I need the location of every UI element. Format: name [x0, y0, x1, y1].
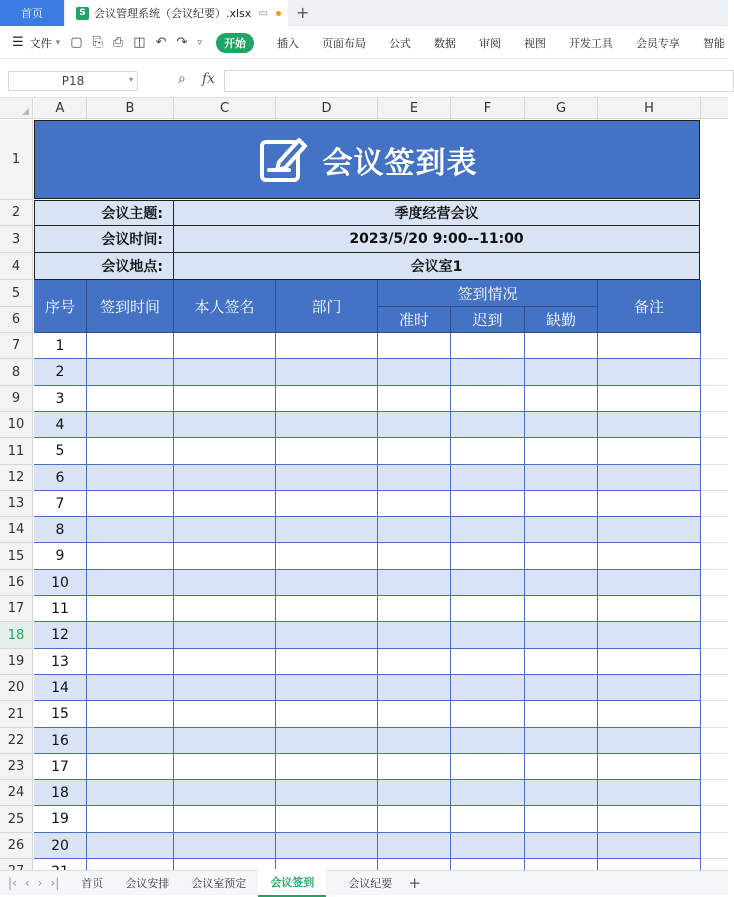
row-header[interactable]: 16 — [0, 570, 33, 596]
empty-cell[interactable] — [701, 596, 728, 622]
remark-cell[interactable] — [598, 412, 701, 438]
signature-cell[interactable] — [174, 333, 276, 359]
row-header[interactable]: 23 — [0, 754, 33, 780]
on-time-cell[interactable] — [378, 333, 451, 359]
absent-cell[interactable] — [525, 333, 598, 359]
row-header[interactable]: 24 — [0, 780, 33, 806]
row-header[interactable]: 3 — [0, 226, 33, 253]
empty-cell[interactable] — [701, 438, 728, 465]
late-cell[interactable] — [451, 728, 525, 754]
meeting-topic-label[interactable]: 会议主题: — [34, 200, 174, 226]
row-header[interactable]: 4 — [0, 253, 33, 280]
sign-time-cell[interactable] — [87, 701, 174, 728]
department-cell[interactable] — [276, 675, 378, 701]
row-header[interactable]: 2 — [0, 200, 33, 226]
row-header[interactable]: 26 — [0, 833, 33, 859]
on-time-cell[interactable] — [378, 517, 451, 543]
header-department[interactable]: 部门 — [276, 280, 378, 333]
on-time-cell[interactable] — [378, 491, 451, 517]
signature-cell[interactable] — [174, 728, 276, 754]
sign-time-cell[interactable] — [87, 833, 174, 859]
seq-cell[interactable]: 4 — [34, 412, 87, 438]
home-tab[interactable]: 首页 — [0, 0, 64, 26]
ribbon-tab-view[interactable]: 视图 — [523, 36, 546, 50]
column-header-b[interactable]: B — [87, 98, 174, 119]
signature-cell[interactable] — [174, 412, 276, 438]
department-cell[interactable] — [276, 491, 378, 517]
department-cell[interactable] — [276, 701, 378, 728]
absent-cell[interactable] — [525, 491, 598, 517]
row-header[interactable]: 22 — [0, 728, 33, 754]
chevron-down-icon[interactable]: ▾ — [128, 75, 133, 84]
seq-cell[interactable]: 11 — [34, 596, 87, 622]
empty-cell[interactable] — [701, 543, 728, 570]
fx-icon[interactable]: fx — [202, 71, 216, 87]
on-time-cell[interactable] — [378, 596, 451, 622]
next-sheet-icon[interactable]: › — [37, 876, 43, 890]
remark-cell[interactable] — [598, 438, 701, 465]
ribbon-menu — [0, 27, 728, 59]
empty-cell[interactable] — [701, 780, 728, 806]
late-cell[interactable] — [451, 649, 525, 675]
ribbon-tab-developer[interactable]: 开发工具 — [568, 36, 613, 50]
sheet-tab-schedule[interactable]: 会议安排 — [125, 877, 170, 890]
department-cell[interactable] — [276, 833, 378, 859]
on-time-cell[interactable] — [378, 465, 451, 491]
department-cell[interactable] — [276, 465, 378, 491]
sign-time-cell[interactable] — [87, 438, 174, 465]
sign-time-cell[interactable] — [87, 517, 174, 543]
save-icon[interactable]: ▢ — [70, 35, 83, 50]
new-tab-plus-icon[interactable]: + — [296, 3, 310, 22]
seq-cell[interactable]: 6 — [34, 465, 87, 491]
absent-cell[interactable] — [525, 780, 598, 806]
formula-input[interactable] — [224, 70, 734, 92]
row-header[interactable]: 9 — [0, 386, 33, 412]
redo-icon[interactable]: ↷ — [176, 35, 188, 50]
empty-cell[interactable] — [701, 517, 728, 543]
sign-time-cell[interactable] — [87, 359, 174, 386]
late-cell[interactable] — [451, 596, 525, 622]
department-cell[interactable] — [276, 754, 378, 780]
row-header[interactable]: 10 — [0, 412, 33, 438]
sign-time-cell[interactable] — [87, 386, 174, 412]
row-header[interactable]: 6 — [0, 307, 33, 333]
row-header[interactable]: 5 — [0, 280, 33, 307]
on-time-cell[interactable] — [378, 754, 451, 780]
absent-cell[interactable] — [525, 701, 598, 728]
row-header[interactable]: 13 — [0, 491, 33, 517]
column-header-g[interactable]: G — [525, 98, 598, 119]
late-cell[interactable] — [451, 543, 525, 570]
ribbon-tab-start[interactable]: 开始 — [216, 33, 254, 53]
chevron-down-icon[interactable]: ▾ — [55, 37, 61, 48]
seq-cell[interactable]: 19 — [34, 806, 87, 833]
late-cell[interactable] — [451, 465, 525, 491]
signature-cell[interactable] — [174, 359, 276, 386]
formula-bar — [0, 60, 728, 98]
file-tab[interactable] — [66, 0, 288, 26]
header-remark[interactable]: 备注 — [598, 280, 701, 333]
department-cell[interactable] — [276, 333, 378, 359]
print-preview-icon[interactable]: ◫ — [133, 35, 146, 50]
department-cell[interactable] — [276, 570, 378, 596]
department-cell[interactable] — [276, 386, 378, 412]
absent-cell[interactable] — [525, 438, 598, 465]
signature-cell[interactable] — [174, 386, 276, 412]
sheet-tab-minutes[interactable]: 会议纪要 — [348, 877, 393, 890]
late-cell[interactable] — [451, 517, 525, 543]
empty-cell[interactable] — [701, 675, 728, 701]
seq-cell[interactable]: 13 — [34, 649, 87, 675]
unsaved-dot-icon — [276, 11, 281, 16]
seq-cell[interactable]: 14 — [34, 675, 87, 701]
empty-cell[interactable] — [701, 359, 728, 386]
file-tab-label: 会议管理系统（会议纪要）.xlsx — [94, 7, 252, 20]
signature-cell[interactable] — [174, 596, 276, 622]
sign-time-cell[interactable] — [87, 570, 174, 596]
row-header[interactable]: 21 — [0, 701, 33, 728]
remark-cell[interactable] — [598, 754, 701, 780]
window-tab-bar — [0, 0, 728, 26]
empty-cell[interactable] — [701, 833, 728, 859]
absent-cell[interactable] — [525, 754, 598, 780]
on-time-cell[interactable] — [378, 359, 451, 386]
empty-cell[interactable] — [701, 570, 728, 596]
header-seq[interactable]: 序号 — [34, 280, 87, 333]
column-header-a[interactable]: A — [34, 98, 87, 119]
ribbon-tab-smart[interactable]: 智能 — [702, 36, 725, 50]
signature-cell[interactable] — [174, 649, 276, 675]
late-cell[interactable] — [451, 622, 525, 649]
last-sheet-icon[interactable]: ›| — [50, 876, 60, 890]
signature-cell[interactable] — [174, 438, 276, 465]
seq-cell[interactable]: 8 — [34, 517, 87, 543]
empty-cell[interactable] — [701, 728, 728, 754]
absent-cell[interactable] — [525, 649, 598, 675]
remark-cell[interactable] — [598, 465, 701, 491]
row-header[interactable]: 20 — [0, 675, 33, 701]
signature-cell[interactable] — [174, 517, 276, 543]
sign-time-cell[interactable] — [87, 806, 174, 833]
signature-cell[interactable] — [174, 806, 276, 833]
on-time-cell[interactable] — [378, 780, 451, 806]
select-all-corner[interactable] — [0, 98, 33, 119]
remark-cell[interactable] — [598, 491, 701, 517]
absent-cell[interactable] — [525, 596, 598, 622]
remark-cell[interactable] — [598, 517, 701, 543]
empty-cell[interactable] — [701, 491, 728, 517]
department-cell[interactable] — [276, 806, 378, 833]
row-header[interactable]: 25 — [0, 806, 33, 833]
row-header[interactable]: 19 — [0, 649, 33, 675]
monitor-icon[interactable]: ▭ — [258, 7, 268, 19]
on-time-cell[interactable] — [378, 728, 451, 754]
column-header-h[interactable]: H — [598, 98, 701, 119]
undo-icon[interactable]: ↶ — [155, 35, 167, 50]
empty-cell[interactable] — [701, 649, 728, 675]
remark-cell[interactable] — [598, 596, 701, 622]
empty-cell[interactable] — [701, 412, 728, 438]
signature-cell[interactable] — [174, 570, 276, 596]
on-time-cell[interactable] — [378, 386, 451, 412]
remark-cell[interactable] — [598, 675, 701, 701]
sheet-title: 会议签到表 — [322, 145, 478, 181]
remark-cell[interactable] — [598, 543, 701, 570]
ribbon-tab-insert[interactable]: 插入 — [276, 36, 299, 50]
remark-cell[interactable] — [598, 359, 701, 386]
header-late[interactable]: 迟到 — [451, 307, 525, 333]
meeting-location-value[interactable]: 会议室1 — [173, 252, 700, 280]
remark-cell[interactable] — [598, 649, 701, 675]
sign-time-cell[interactable] — [87, 596, 174, 622]
absent-cell[interactable] — [525, 806, 598, 833]
absent-cell[interactable] — [525, 465, 598, 491]
seq-cell[interactable]: 9 — [34, 543, 87, 570]
remark-cell[interactable] — [598, 386, 701, 412]
late-cell[interactable] — [451, 491, 525, 517]
absent-cell[interactable] — [525, 543, 598, 570]
absent-cell[interactable] — [525, 833, 598, 859]
empty-cell[interactable] — [701, 806, 728, 833]
department-cell[interactable] — [276, 728, 378, 754]
department-cell[interactable] — [276, 517, 378, 543]
absent-cell[interactable] — [525, 517, 598, 543]
meeting-time-label[interactable]: 会议时间: — [34, 225, 174, 253]
on-time-cell[interactable] — [378, 570, 451, 596]
empty-cell[interactable] — [701, 622, 728, 649]
seq-cell[interactable]: 7 — [34, 491, 87, 517]
zoom-icon[interactable]: ⌕ — [178, 71, 186, 87]
late-cell[interactable] — [451, 570, 525, 596]
row-header[interactable]: 8 — [0, 359, 33, 386]
sign-time-cell[interactable] — [87, 649, 174, 675]
header-absent[interactable]: 缺勤 — [525, 307, 598, 333]
spreadsheet-grid[interactable] — [0, 98, 728, 870]
empty-cell[interactable] — [701, 465, 728, 491]
sign-time-cell[interactable] — [87, 622, 174, 649]
ribbon-tab-data[interactable]: 数据 — [433, 36, 456, 50]
late-cell[interactable] — [451, 412, 525, 438]
file-menu[interactable]: 文件 — [29, 36, 52, 50]
signature-cell[interactable] — [174, 465, 276, 491]
row-header[interactable]: 15 — [0, 543, 33, 570]
on-time-cell[interactable] — [378, 833, 451, 859]
column-header-c[interactable]: C — [174, 98, 276, 119]
late-cell[interactable] — [451, 780, 525, 806]
late-cell[interactable] — [451, 754, 525, 780]
sheet-tab-sign-in[interactable]: 会议签到 — [258, 869, 326, 897]
row-header[interactable]: 1 — [0, 120, 33, 200]
sign-time-cell[interactable] — [87, 675, 174, 701]
seq-cell[interactable]: 18 — [34, 780, 87, 806]
signature-cell[interactable] — [174, 833, 276, 859]
absent-cell[interactable] — [525, 359, 598, 386]
first-sheet-icon[interactable]: |‹ — [8, 876, 17, 890]
absent-cell[interactable] — [525, 412, 598, 438]
late-cell[interactable] — [451, 438, 525, 465]
on-time-cell[interactable] — [378, 438, 451, 465]
column-header-f[interactable]: F — [451, 98, 525, 119]
empty-cell[interactable] — [701, 701, 728, 728]
on-time-cell[interactable] — [378, 701, 451, 728]
seq-cell[interactable]: 15 — [34, 701, 87, 728]
on-time-cell[interactable] — [378, 806, 451, 833]
signature-cell[interactable] — [174, 754, 276, 780]
department-cell[interactable] — [276, 649, 378, 675]
on-time-cell[interactable] — [378, 543, 451, 570]
signature-cell[interactable] — [174, 780, 276, 806]
late-cell[interactable] — [451, 833, 525, 859]
late-cell[interactable] — [451, 675, 525, 701]
late-cell[interactable] — [451, 701, 525, 728]
row-header[interactable]: 7 — [0, 333, 33, 359]
sign-time-cell[interactable] — [87, 543, 174, 570]
meeting-location-label[interactable]: 会议地点: — [34, 252, 174, 280]
remark-cell[interactable] — [598, 833, 701, 859]
row-header[interactable]: 12 — [0, 465, 33, 491]
sheet-tab-bar — [0, 870, 728, 895]
header-attendance-status[interactable]: 签到情况 — [378, 280, 598, 307]
sheet-title-banner — [34, 120, 700, 199]
seq-cell[interactable]: 2 — [34, 359, 87, 386]
ribbon-tab-page-layout[interactable]: 页面布局 — [321, 36, 366, 50]
remark-cell[interactable] — [598, 333, 701, 359]
sign-time-cell[interactable] — [87, 728, 174, 754]
sign-time-cell[interactable] — [87, 412, 174, 438]
department-cell[interactable] — [276, 543, 378, 570]
department-cell[interactable] — [276, 622, 378, 649]
ribbon-tab-formulas[interactable]: 公式 — [388, 36, 411, 50]
on-time-cell[interactable] — [378, 649, 451, 675]
absent-cell[interactable] — [525, 728, 598, 754]
remark-cell[interactable] — [598, 622, 701, 649]
ribbon-tab-member[interactable]: 会员专享 — [635, 36, 680, 50]
empty-cell[interactable] — [701, 754, 728, 780]
name-box-value: P18 — [61, 74, 85, 88]
department-cell[interactable] — [276, 596, 378, 622]
sign-time-cell[interactable] — [87, 491, 174, 517]
signature-cell[interactable] — [174, 491, 276, 517]
name-box[interactable] — [8, 71, 138, 91]
seq-cell[interactable]: 20 — [34, 833, 87, 859]
seq-cell[interactable]: 17 — [34, 754, 87, 780]
print-icon[interactable]: ⎙ — [112, 35, 124, 50]
meeting-time-value[interactable]: 2023/5/20 9:00--11:00 — [173, 225, 700, 253]
absent-cell[interactable] — [525, 570, 598, 596]
sign-time-cell[interactable] — [87, 780, 174, 806]
on-time-cell[interactable] — [378, 412, 451, 438]
seq-cell[interactable]: 3 — [34, 386, 87, 412]
late-cell[interactable] — [451, 359, 525, 386]
sheet-tab-home[interactable]: 首页 — [81, 877, 104, 890]
edit-document-icon — [257, 134, 309, 186]
column-header-d[interactable]: D — [276, 98, 378, 119]
empty-cell[interactable] — [701, 386, 728, 412]
sign-time-cell[interactable] — [87, 754, 174, 780]
sign-time-cell[interactable] — [87, 333, 174, 359]
header-sign-time[interactable]: 签到时间 — [87, 280, 174, 333]
signature-cell[interactable] — [174, 701, 276, 728]
row-header[interactable]: 17 — [0, 596, 33, 622]
spreadsheet-file-icon: S — [76, 7, 89, 20]
prev-sheet-icon[interactable]: ‹ — [24, 876, 30, 890]
absent-cell[interactable] — [525, 622, 598, 649]
ribbon-tab-review[interactable]: 审阅 — [478, 36, 501, 50]
column-header-e[interactable]: E — [378, 98, 451, 119]
late-cell[interactable] — [451, 806, 525, 833]
header-signature[interactable]: 本人签名 — [174, 280, 276, 333]
signature-cell[interactable] — [174, 622, 276, 649]
late-cell[interactable] — [451, 333, 525, 359]
remark-cell[interactable] — [598, 806, 701, 833]
add-sheet-plus-icon[interactable]: + — [408, 874, 421, 892]
remark-cell[interactable] — [598, 728, 701, 754]
empty-cell[interactable] — [701, 333, 728, 359]
seq-cell[interactable]: 5 — [34, 438, 87, 465]
export-icon[interactable]: ⎘ — [92, 35, 103, 50]
header-on-time[interactable]: 准时 — [378, 307, 451, 333]
meeting-topic-value[interactable]: 季度经营会议 — [173, 200, 700, 226]
sheet-tab-room-booking[interactable]: 会议室预定 — [191, 877, 247, 890]
seq-cell[interactable]: 12 — [34, 622, 87, 649]
absent-cell[interactable] — [525, 386, 598, 412]
absent-cell[interactable] — [525, 675, 598, 701]
sign-time-cell[interactable] — [87, 465, 174, 491]
more-chevron-icon[interactable]: ▿ — [197, 37, 202, 48]
signature-cell[interactable] — [174, 675, 276, 701]
row-header[interactable]: 14 — [0, 517, 33, 543]
late-cell[interactable] — [451, 386, 525, 412]
department-cell[interactable] — [276, 412, 378, 438]
signature-cell[interactable] — [174, 543, 276, 570]
department-cell[interactable] — [276, 780, 378, 806]
department-cell[interactable] — [276, 359, 378, 386]
seq-cell[interactable]: 10 — [34, 570, 87, 596]
seq-cell[interactable]: 16 — [34, 728, 87, 754]
on-time-cell[interactable] — [378, 622, 451, 649]
remark-cell[interactable] — [598, 780, 701, 806]
on-time-cell[interactable] — [378, 675, 451, 701]
remark-cell[interactable] — [598, 701, 701, 728]
column-header-extra[interactable] — [701, 98, 728, 119]
row-header[interactable]: 18 — [0, 622, 33, 649]
row-header[interactable]: 11 — [0, 438, 33, 465]
department-cell[interactable] — [276, 438, 378, 465]
hamburger-menu-icon[interactable]: ☰ — [12, 35, 24, 50]
remark-cell[interactable] — [598, 570, 701, 596]
seq-cell[interactable]: 1 — [34, 333, 87, 359]
